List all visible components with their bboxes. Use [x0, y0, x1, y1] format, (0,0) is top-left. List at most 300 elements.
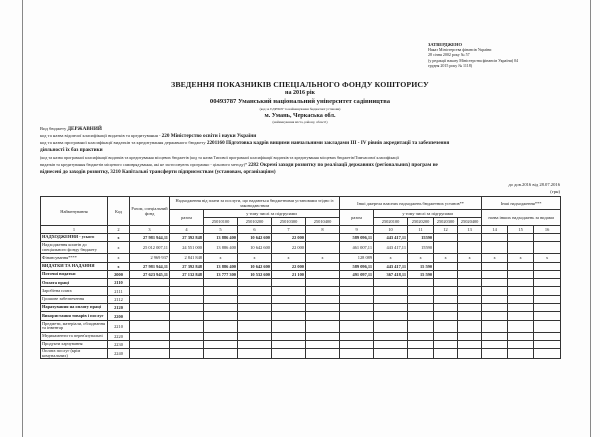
program-text: код та назва програмної класифікації видатків та кредитування державного бюджету: [40, 140, 206, 145]
org-caption: (код за ЄДРПОУ та найменування бюджетної установи): [259, 107, 341, 111]
value-cell: [534, 349, 561, 359]
value-cell: [340, 320, 374, 332]
value-cell: [508, 304, 534, 312]
value-cell: [238, 304, 272, 312]
value-cell: [374, 304, 408, 312]
value-cell: 10 532 600: [238, 270, 272, 278]
value-cell: [272, 304, 306, 312]
value-cell: [458, 279, 482, 287]
dept-line: [40, 133, 560, 140]
city: м. Умань, Черкаська обл.: [264, 112, 336, 119]
dept-value: 220 Міністерство освіти і науки України: [161, 133, 257, 139]
header-cell: 25010100: [204, 218, 238, 226]
value-cell: [306, 295, 340, 303]
value-cell: [306, 332, 340, 340]
value-cell: [408, 340, 434, 348]
value-cell: [130, 349, 170, 359]
value-cell: [458, 332, 482, 340]
header-cell: 25020300: [434, 218, 458, 226]
dept-text: код та назва відомчої класифікації видатків та кредитування -: [40, 133, 161, 138]
value-cell: [272, 287, 306, 295]
value-cell: [204, 279, 238, 287]
value-cell: 2 841 848: [170, 254, 204, 262]
value-cell: [482, 279, 508, 287]
row-code-cell: 2120: [108, 304, 130, 312]
value-cell: [170, 287, 204, 295]
value-cell: [306, 262, 340, 270]
program-line: [40, 140, 560, 147]
value-cell: [306, 270, 340, 278]
row-code-cell: 2210: [108, 320, 130, 332]
table-row: [41, 242, 561, 254]
table-row: [41, 312, 561, 320]
value-cell: [482, 340, 508, 348]
value-cell: [340, 304, 374, 312]
value-cell: 27 623 945,11: [130, 270, 170, 278]
value-cell: 2 969 937: [130, 254, 170, 262]
column-number-cell: 11: [408, 226, 434, 234]
value-cell: [170, 320, 204, 332]
value-cell: 10 642 600: [238, 242, 272, 254]
value-cell: [458, 270, 482, 278]
table-row: [41, 262, 561, 270]
local-value-2: віднесені до заходів розвитку, 3210 Капітальні трансферти підприємствам (установам, організаціям): [40, 169, 276, 175]
row-code-cell: 2000: [108, 270, 130, 278]
value-cell: [482, 262, 508, 270]
value-cell: [458, 304, 482, 312]
org-code: 00493787: [209, 98, 237, 105]
value-cell: [374, 295, 408, 303]
value-cell: 461 007,11: [340, 242, 374, 254]
row-label-cell: Надходження коштів до спеціального фонду бюджету: [41, 242, 108, 254]
table-row: [41, 349, 561, 359]
value-cell: [534, 312, 561, 320]
row-code-cell: 2111: [108, 287, 130, 295]
value-cell: [508, 287, 534, 295]
row-code-cell: x: [108, 242, 130, 254]
value-cell: [238, 295, 272, 303]
value-cell: [434, 234, 458, 242]
row-label-cell: Медикаменти та перев'язувальні: [41, 332, 108, 340]
value-cell: [340, 287, 374, 295]
value-cell: 22 000: [272, 242, 306, 254]
value-cell: [130, 340, 170, 348]
value-cell: [340, 312, 374, 320]
value-cell: [306, 304, 340, 312]
organization: [0, 98, 600, 105]
value-cell: [374, 279, 408, 287]
value-cell: x: [458, 254, 482, 262]
value-cell: [434, 287, 458, 295]
value-cell: [534, 340, 561, 348]
value-cell: [534, 295, 561, 303]
value-cell: [508, 242, 534, 254]
value-cell: [482, 332, 508, 340]
table-header-row: [41, 197, 561, 210]
value-cell: [306, 349, 340, 359]
column-number-cell: 8: [306, 226, 340, 234]
value-cell: [534, 262, 561, 270]
value-cell: [408, 304, 434, 312]
budget-type: ДЕРЖАВНИЙ: [67, 126, 102, 132]
value-cell: [272, 312, 306, 320]
budget-type-line: [40, 126, 560, 133]
header-cell: 25010400: [306, 218, 340, 226]
table-row: [41, 320, 561, 332]
value-cell: [534, 287, 561, 295]
value-cell: [272, 340, 306, 348]
value-cell: [170, 340, 204, 348]
value-cell: [482, 312, 508, 320]
column-number-cell: 4: [170, 226, 204, 234]
table-row: [41, 270, 561, 278]
local-line-3: [40, 169, 560, 176]
value-cell: [238, 349, 272, 359]
value-cell: [434, 262, 458, 270]
value-cell: [508, 320, 534, 332]
row-code-cell: 2220: [108, 332, 130, 340]
header-cell: разом: [170, 210, 204, 226]
value-cell: [534, 234, 561, 242]
value-cell: [508, 295, 534, 303]
value-cell: 15590: [408, 242, 434, 254]
table-row: [41, 279, 561, 287]
value-cell: 443 417,11: [374, 234, 408, 242]
column-number-cell: 9: [340, 226, 374, 234]
value-cell: [458, 242, 482, 254]
column-number-cell: 2: [108, 226, 130, 234]
value-cell: x: [306, 254, 340, 262]
value-cell: [340, 332, 374, 340]
value-cell: [508, 262, 534, 270]
budget-table: [40, 196, 561, 359]
value-cell: [340, 349, 374, 359]
value-cell: [508, 279, 534, 287]
table-row: [41, 234, 561, 242]
row-code-cell: x: [108, 254, 130, 262]
table-row: [41, 287, 561, 295]
value-cell: [408, 320, 434, 332]
approval-heading: ЗАТВЕРДЖЕНО: [428, 42, 463, 47]
value-cell: [508, 234, 534, 242]
value-cell: [204, 295, 238, 303]
document-year: на 2016 рік: [285, 90, 315, 96]
value-cell: 10 642 600: [238, 234, 272, 242]
value-cell: [374, 320, 408, 332]
approval-line: (у редакції наказу Міністерства фінансів України) 04: [428, 57, 519, 63]
value-cell: [482, 242, 508, 254]
value-cell: 443 417,11: [374, 242, 408, 254]
value-cell: [434, 349, 458, 359]
value-cell: [340, 340, 374, 348]
left-scan-edge: [22, 0, 23, 437]
value-cell: [272, 295, 306, 303]
value-cell: [482, 349, 508, 359]
header-cell: 25020200: [408, 218, 434, 226]
row-label-cell: Нарахування на оплату праці: [41, 304, 108, 312]
header-cell: 25010200: [238, 218, 272, 226]
row-label-cell: Поточні видатки: [41, 270, 108, 278]
value-cell: 13 886 400: [204, 262, 238, 270]
value-cell: [130, 320, 170, 332]
local-line-2: [40, 162, 560, 169]
value-cell: [434, 304, 458, 312]
value-cell: 491 097,11: [340, 270, 374, 278]
row-label-cell: Оплата послуг (крім комунальних): [41, 349, 108, 359]
value-cell: [238, 332, 272, 340]
value-cell: [306, 287, 340, 295]
column-number-cell: 1: [41, 226, 108, 234]
value-cell: [306, 242, 340, 254]
value-cell: [458, 287, 482, 295]
value-cell: [534, 320, 561, 332]
local-value-1: 2282 Окремі заходи розвитку по реалізації державних (регіональних) програм не: [248, 162, 438, 168]
value-cell: [534, 270, 561, 278]
column-number-cell: 16: [534, 226, 561, 234]
value-cell: 24 551 000: [170, 242, 204, 254]
value-cell: [204, 332, 238, 340]
header-cell: 25020100: [374, 218, 408, 226]
value-cell: x: [508, 254, 534, 262]
column-number-row: [41, 226, 561, 234]
value-cell: [482, 234, 508, 242]
value-cell: [340, 295, 374, 303]
value-cell: [434, 270, 458, 278]
value-cell: x: [434, 254, 458, 262]
value-cell: [130, 295, 170, 303]
value-cell: 10 642 600: [238, 262, 272, 270]
value-cell: [458, 340, 482, 348]
value-cell: [170, 279, 204, 287]
value-cell: x: [238, 254, 272, 262]
header-cell: 25020400: [458, 218, 482, 226]
column-number-cell: 6: [238, 226, 272, 234]
value-cell: x: [534, 254, 561, 262]
value-cell: 13 777 300: [204, 270, 238, 278]
row-label-cell: Продукти харчування: [41, 340, 108, 348]
row-code-cell: 2230: [108, 340, 130, 348]
header-cell: Найменування: [41, 197, 108, 226]
column-number-cell: 3: [130, 226, 170, 234]
header-cell: Інші надходження***: [482, 197, 561, 210]
value-cell: [434, 340, 458, 348]
value-cell: [458, 295, 482, 303]
value-cell: 27 392 848: [170, 262, 204, 270]
value-cell: [374, 349, 408, 359]
table-row: [41, 254, 561, 262]
value-cell: x: [272, 254, 306, 262]
value-cell: [534, 332, 561, 340]
header-cell: Разом, спеціальний фонд: [130, 197, 170, 226]
value-cell: 589 096,11: [340, 234, 374, 242]
approval-line: грудня 2015 року № 1118): [428, 62, 473, 68]
column-number-cell: 12: [434, 226, 458, 234]
value-cell: [374, 287, 408, 295]
value-cell: 589 096,11: [340, 262, 374, 270]
value-cell: [170, 295, 204, 303]
value-cell: [482, 295, 508, 303]
row-label-cell: Предмети, матеріали, обладнання та інвентар: [41, 320, 108, 332]
row-label-cell: ВИДАТКИ ТА НАДАННЯ: [41, 262, 108, 270]
value-cell: [508, 312, 534, 320]
local-text-2: видатків та кредитування бюджетів місцевого самоврядування, які не застосовують програмно - цільового методу)*: [40, 162, 248, 167]
row-label-cell: Оплата праці: [41, 279, 108, 287]
value-cell: [170, 349, 204, 359]
column-number-cell: 5: [204, 226, 238, 234]
value-cell: [434, 320, 458, 332]
local-line-1: (код та назва програмної класифікації видатків та кредитування місцевих бюджетів (код та назва Типової програмної класифікації видатків та кредитування місцевих бюджетів/Тимчасової класифікації: [40, 155, 399, 160]
value-cell: [534, 279, 561, 287]
value-cell: [408, 312, 434, 320]
value-cell: [534, 304, 561, 312]
value-cell: [130, 279, 170, 287]
table-row: [41, 332, 561, 340]
table-row: [41, 340, 561, 348]
value-cell: 128 089: [340, 254, 374, 262]
value-cell: [130, 312, 170, 320]
value-cell: [508, 270, 534, 278]
row-label-cell: НАДХОДЖЕННЯ - усього: [41, 234, 108, 242]
value-cell: 27 981 944,11: [130, 234, 170, 242]
value-cell: [458, 234, 482, 242]
column-number-cell: 7: [272, 226, 306, 234]
value-cell: [306, 234, 340, 242]
value-cell: [458, 312, 482, 320]
date-line: до дов.2016 від 28.07.2016: [508, 182, 560, 187]
value-cell: 27 132 848: [170, 270, 204, 278]
value-cell: 15 590: [408, 270, 434, 278]
value-cell: [458, 262, 482, 270]
unit-label: (грн): [550, 189, 560, 194]
row-label-cell: Використання товарів і послуг: [41, 312, 108, 320]
value-cell: [238, 279, 272, 287]
header-cell: разом: [340, 210, 374, 226]
column-number-cell: 10: [374, 226, 408, 234]
value-cell: x: [408, 254, 434, 262]
value-cell: [130, 304, 170, 312]
value-cell: 27 981 944,11: [130, 262, 170, 270]
value-cell: [482, 270, 508, 278]
header-cell: у тому числі за підгрупами: [204, 210, 340, 218]
header-cell: у тому числі за підгрупами: [374, 210, 482, 218]
approval-line: 28 січня 2002 року № 57: [428, 52, 470, 58]
row-code-cell: x: [108, 262, 130, 270]
approval-line: Наказ Міністерства фінансів України: [428, 47, 492, 53]
value-cell: [238, 320, 272, 332]
value-cell: 21 100: [272, 270, 306, 278]
value-cell: [272, 332, 306, 340]
value-cell: [272, 349, 306, 359]
value-cell: [170, 304, 204, 312]
value-cell: [408, 295, 434, 303]
header-cell: Інші джерела власних надходжень бюджетних установ**: [340, 197, 482, 210]
column-number-cell: 15: [508, 226, 534, 234]
row-code-cell: x: [108, 234, 130, 242]
value-cell: [508, 332, 534, 340]
value-cell: [238, 340, 272, 348]
value-cell: [508, 340, 534, 348]
column-number-cell: 13: [458, 226, 482, 234]
value-cell: 15 590: [408, 262, 434, 270]
org-name: Уманський національний університет садівництва: [237, 98, 391, 105]
value-cell: [238, 312, 272, 320]
value-cell: x: [482, 254, 508, 262]
value-cell: [340, 279, 374, 287]
value-cell: [306, 279, 340, 287]
value-cell: [204, 320, 238, 332]
value-cell: [204, 312, 238, 320]
column-number-cell: 14: [482, 226, 508, 234]
value-cell: 22 000: [272, 262, 306, 270]
value-cell: [434, 295, 458, 303]
value-cell: [306, 312, 340, 320]
value-cell: [272, 279, 306, 287]
row-label-cell: Грошове забезпечення: [41, 295, 108, 303]
header-cell: Код: [108, 197, 130, 226]
city-caption: (найменування міста, району, області): [272, 120, 328, 124]
value-cell: [204, 340, 238, 348]
value-cell: [130, 287, 170, 295]
value-cell: x: [204, 254, 238, 262]
value-cell: [434, 332, 458, 340]
value-cell: [482, 287, 508, 295]
value-cell: [204, 304, 238, 312]
value-cell: [374, 332, 408, 340]
value-cell: [408, 279, 434, 287]
table-body: [41, 234, 561, 359]
value-cell: 22 000: [272, 234, 306, 242]
value-cell: 15590: [408, 234, 434, 242]
value-cell: [508, 349, 534, 359]
value-cell: [130, 332, 170, 340]
value-cell: 13 886 400: [204, 234, 238, 242]
row-code-cell: 2112: [108, 295, 130, 303]
value-cell: 367 418,11: [374, 270, 408, 278]
header-cell: назва інших надходжень за видами: [482, 210, 561, 226]
value-cell: [306, 320, 340, 332]
value-cell: [458, 320, 482, 332]
value-cell: [408, 332, 434, 340]
document-title: ЗВЕДЕННЯ ПОКАЗНИКІВ СПЕЦІАЛЬНОГО ФОНДУ КОШТОРИСУ: [171, 80, 429, 89]
value-cell: 443 417,11: [374, 262, 408, 270]
row-code-cell: 2110: [108, 279, 130, 287]
value-cell: [204, 349, 238, 359]
value-cell: [374, 312, 408, 320]
program-value-2: діяльності їх баз практики: [40, 147, 103, 153]
value-cell: [374, 340, 408, 348]
value-cell: 13 886 400: [204, 242, 238, 254]
row-code-cell: 2240: [108, 349, 130, 359]
value-cell: [434, 312, 458, 320]
row-label-cell: Заробітна плата: [41, 287, 108, 295]
value-cell: [306, 340, 340, 348]
row-code-cell: 2200: [108, 312, 130, 320]
value-cell: [434, 242, 458, 254]
right-scan-edge: [590, 0, 591, 437]
row-label-cell: Фінансування****: [41, 254, 108, 262]
value-cell: [408, 287, 434, 295]
value-cell: x: [374, 254, 408, 262]
value-cell: 27 392 848: [170, 234, 204, 242]
table-row: [41, 295, 561, 303]
value-cell: [408, 349, 434, 359]
value-cell: [238, 287, 272, 295]
value-cell: [170, 312, 204, 320]
value-cell: [170, 332, 204, 340]
value-cell: [204, 287, 238, 295]
value-cell: [434, 279, 458, 287]
value-cell: [482, 304, 508, 312]
